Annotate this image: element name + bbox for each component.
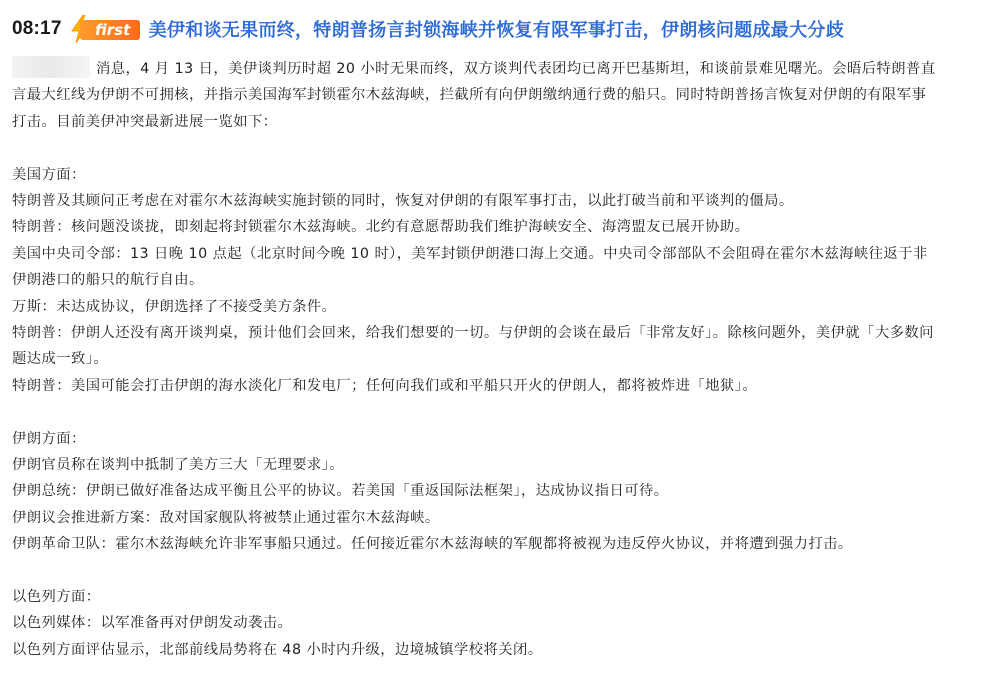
israel-item: 以色列方面评估显示，北部前线局势将在 48 小时内升级，边境城镇学校将关闭。	[12, 641, 543, 658]
israel-item: 以色列媒体：以军准备再对伊朗发动袭击。	[12, 615, 293, 632]
israel-section-heading: 以色列方面：	[12, 589, 101, 606]
iran-item: 伊朗总统：伊朗已做好准备达成平衡且公平的协议。若美国「重返国际法框架」，达成协议指日可待。	[12, 483, 669, 500]
spacer	[12, 558, 937, 584]
intro-paragraph	[12, 56, 937, 135]
iran-item: 伊朗官员称在谈判中抵制了美方三大「无理要求」。	[12, 457, 345, 474]
iran-item: 伊朗议会推进新方案：敌对国家舰队将被禁止通过霍尔木兹海峡。	[12, 509, 440, 526]
intro-text: 消息，4 月 13 日，美伊谈判历时超 20 小时无果而终，双方谈判代表团均已离开巴基斯坦，和谈前景难见曙光。会晤后特朗普直言最大红线为伊朗不可拥核，并指示美国海军封锁霍尔木兹海峡，拦截所有向伊朗缴纳通行费的船只。同时特朗普扬言恢复对伊朗的有限军事打击。目前美伊冲突最新进展一览如下：	[12, 61, 936, 130]
us-section-heading: 美国方面：	[12, 166, 86, 183]
us-item: 特朗普：美国可能会打击伊朗的海水淡化厂和发电厂；任何向我们或和平船只开火的伊朗人，都将被炸进「地狱」。	[12, 377, 757, 394]
headline-title[interactable]: 美伊和谈无果而终，特朗普扬言封锁海峡并恢复有限军事打击，伊朗核问题成最大分歧	[148, 20, 845, 41]
us-item: 特朗普：核问题没谈拢，即刻起将封锁霍尔木兹海峡。北约有意愿帮助我们维护海峡安全、海湾盟友已展开协助。	[12, 219, 750, 236]
spacer	[12, 399, 937, 425]
article-body	[12, 56, 937, 663]
first-badge	[70, 18, 140, 40]
spacer	[12, 135, 937, 161]
us-item: 特朗普及其顾问正考虑在对霍尔木兹海峡实施封锁的同时，恢复对伊朗的有限军事打击，以此打破当前和平谈判的僵局。	[12, 193, 794, 210]
first-badge-label: first	[80, 20, 140, 40]
iran-section-heading: 伊朗方面：	[12, 430, 86, 447]
iran-item: 伊朗革命卫队：霍尔木兹海峡允许非军事船只通过。任何接近霍尔木兹海峡的军舰都将被视为违反停火协议，并将遭到强力打击。	[12, 536, 853, 553]
headline	[12, 14, 844, 44]
blurred-source	[12, 56, 90, 78]
us-item: 万斯：未达成协议，伊朗选择了不接受美方条件。	[12, 298, 337, 315]
post-time: 08:17	[12, 18, 62, 39]
us-item: 美国中央司令部：13 日晚 10 点起（北京时间今晚 10 时），美军封锁伊朗港口海上交通。中央司令部部队不会阻碍在霍尔木兹海峡往返于非伊朗港口的船只的航行自由。	[12, 245, 928, 289]
us-item: 特朗普：伊朗人还没有离开谈判桌，预计他们会回来，给我们想要的一切。与伊朗的会谈在最后「非常友好」。除核问题外，美伊就「大多数问题达成一致」。	[12, 325, 934, 368]
